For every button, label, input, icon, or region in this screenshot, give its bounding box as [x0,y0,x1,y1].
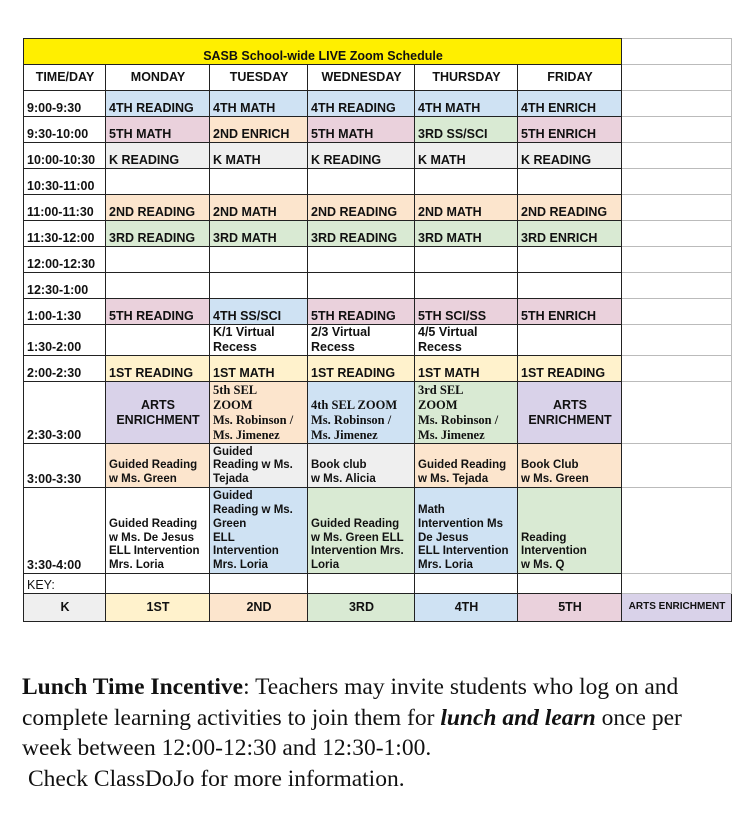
schedule-cell [210,325,308,356]
time-slot: 2:00-2:30 [24,356,106,382]
cell-line: 4TH SS/SCI [213,309,282,323]
schedule-row [24,382,732,444]
schedule-cell [308,325,415,356]
cell-line: 4TH MATH [418,101,481,115]
cell-line: 4TH READING [109,101,194,115]
schedule-cell [210,117,308,143]
cell-line: Green [213,517,247,530]
time-slot: 12:30-1:00 [24,273,106,299]
schedule-row [24,356,732,382]
cell-line: Recess [311,340,355,354]
blank-cell [415,574,518,594]
schedule-cell [210,247,308,273]
note-text-1: : Teachers may invite students who log on and complete learning activities to join them for [22,674,679,731]
blank-cell [622,299,732,325]
schedule-cell [210,299,308,325]
blank-cell [622,574,732,594]
cell-line: 5TH READING [311,309,396,323]
cell-line: 5TH ENRICH [521,127,597,141]
schedule-cell [308,117,415,143]
schedule-row [24,488,732,574]
time-slot: 1:30-2:00 [24,325,106,356]
schedule-cell [415,247,518,273]
schedule-cell [106,444,210,488]
cell-line: 4/5 Virtual [418,325,478,339]
note-text-3: Check ClassDoJo for more information. [28,765,405,792]
schedule-cell [106,488,210,574]
note-emphasis: lunch and learn [440,704,596,731]
cell-line: 2ND READING [521,205,608,219]
cell-line: Intervention Ms [418,517,503,530]
key-item: 5TH [518,594,622,622]
schedule-cell [415,143,518,169]
blank-cell [622,65,732,91]
cell-line: 3RD SS/SCI [418,127,488,141]
cell-line: w Ms. Green ELL [311,531,404,544]
cell-line: Reading [521,531,567,544]
cell-line: 1ST READING [311,366,396,380]
schedule-cell [518,247,622,273]
cell-line: Ms. Jimenez [213,428,280,442]
time-slot: 12:00-12:30 [24,247,106,273]
cell-line: 2ND MATH [213,205,277,219]
schedule-cell [210,488,308,574]
cell-line: 1ST MATH [418,366,480,380]
cell-line: Recess [213,340,257,354]
cell-line: Ms. Jimenez [311,428,378,442]
cell-line: Intervention Mrs. [311,545,404,558]
cell-line: Guided Reading [109,517,198,530]
schedule-cell [415,356,518,382]
note-bold-lead: Lunch Time Incentive [22,674,244,700]
schedule-cell [518,117,622,143]
blank-cell [622,273,732,299]
schedule-cell [415,117,518,143]
time-slot: 11:30-12:00 [24,221,106,247]
schedule-cell [210,143,308,169]
schedule-cell [415,444,518,488]
cell-line: w Ms. Q [521,559,565,572]
key-item: 4TH [415,594,518,622]
schedule-title: SASB School-wide LIVE Zoom Schedule [24,39,622,65]
cell-line: 2ND ENRICH [213,127,290,141]
blank-cell [622,91,732,117]
blank-cell [622,39,732,65]
schedule-row [24,143,732,169]
schedule-cell [106,91,210,117]
schedule-cell [106,143,210,169]
cell-line: w Ms. Green [521,473,589,486]
time-slot: 9:30-10:00 [24,117,106,143]
cell-line: Guided Reading [311,517,400,530]
blank-cell [622,247,732,273]
cell-line: 5th SEL [213,383,258,397]
blank-cell [308,574,415,594]
cell-line: Mrs. Loria [109,559,164,572]
cell-line: 2ND READING [311,205,398,219]
schedule-cell [518,221,622,247]
schedule-cell [106,117,210,143]
blank-cell [622,488,732,574]
cell-line: ELL [213,531,235,544]
cell-line: 3RD ENRICH [521,231,598,245]
schedule-row [24,117,732,143]
schedule-cell [210,195,308,221]
schedule-cell [106,195,210,221]
blank-cell [622,195,732,221]
schedule-cell [518,91,622,117]
schedule-cell [308,195,415,221]
schedule-cell [308,273,415,299]
cell-line: K/1 Virtual [213,325,275,339]
cell-line: Reading w Ms. [213,504,293,517]
schedule-row [24,444,732,488]
column-header: TUESDAY [210,65,308,91]
column-header: FRIDAY [518,65,622,91]
cell-line: ENRICHMENT [116,412,200,427]
key-item: 2ND [210,594,308,622]
cell-line: ZOOM [418,398,458,412]
schedule-cell [210,444,308,488]
cell-line: ENRICHMENT [528,412,612,427]
schedule-wrapper [23,38,732,622]
cell-line: w Ms. Alicia [311,473,376,486]
note-text-2: once per week between 12:00-12:30 and 12:30-1:00. [22,704,682,762]
schedule-cell [415,221,518,247]
schedule-cell [210,273,308,299]
header-row [24,65,732,91]
cell-line: 5TH SCI/SS [418,309,487,323]
column-header: THURSDAY [415,65,518,91]
blank-cell [622,356,732,382]
key-item: ARTS ENRICHMENT [622,594,732,622]
cell-line: 4th SEL ZOOM [311,398,398,412]
schedule-cell [106,169,210,195]
cell-line: 1ST READING [109,366,194,380]
schedule-cell [106,325,210,356]
cell-line: 2/3 Virtual [311,325,371,339]
schedule-cell [415,195,518,221]
schedule-row [24,273,732,299]
schedule-cell [518,444,622,488]
time-slot: 11:00-11:30 [24,195,106,221]
schedule-cell [308,143,415,169]
schedule-row [24,247,732,273]
schedule-cell [210,382,308,444]
schedule-cell [415,273,518,299]
cell-line: 5TH ENRICH [521,309,597,323]
key-item: 1ST [106,594,210,622]
schedule-cell [415,169,518,195]
cell-line: Intervention [521,545,587,558]
schedule-cell [518,143,622,169]
schedule-table [23,38,732,622]
schedule-cell [518,195,622,221]
schedule-row [24,169,732,195]
cell-line: Recess [418,340,462,354]
schedule-row [24,195,732,221]
schedule-cell [106,299,210,325]
blank-cell [622,143,732,169]
cell-line: Mrs. Loria [213,559,268,572]
schedule-cell [106,382,210,444]
schedule-row [24,91,732,117]
cell-line: K READING [311,153,382,167]
cell-line: K READING [521,153,592,167]
cell-line: Tejada [213,473,249,486]
cell-line: 3RD READING [109,231,196,245]
schedule-cell [106,221,210,247]
schedule-cell [518,299,622,325]
blank-cell [622,382,732,444]
cell-line: ZOOM [213,398,253,412]
cell-line: 3rd SEL [418,383,464,397]
schedule-cell [210,91,308,117]
schedule-cell [415,299,518,325]
cell-line: ARTS [140,397,176,412]
schedule-cell [415,488,518,574]
schedule-cell [518,273,622,299]
schedule-cell [210,169,308,195]
blank-cell [622,117,732,143]
column-header: WEDNESDAY [308,65,415,91]
column-header: TIME/DAY [24,65,106,91]
cell-line: ELL Intervention [109,545,200,558]
blank-cell [622,325,732,356]
schedule-cell [308,169,415,195]
key-label-row [24,574,732,594]
cell-line: Mrs. Loria [418,559,473,572]
cell-line: Intervention [213,545,279,558]
cell-line: K MATH [418,153,466,167]
lunch-incentive-note [22,672,727,794]
cell-line: K MATH [213,153,261,167]
time-slot: 10:30-11:00 [24,169,106,195]
schedule-row [24,299,732,325]
cell-line: Loria [311,559,340,572]
blank-cell [622,221,732,247]
cell-line: 5TH READING [109,309,194,323]
cell-line: 5TH MATH [311,127,374,141]
schedule-cell [106,247,210,273]
schedule-cell [415,91,518,117]
key-item: 3RD [308,594,415,622]
cell-line: 4TH READING [311,101,396,115]
cell-line: 2ND READING [109,205,196,219]
cell-line: Guided [213,445,253,458]
schedule-cell [308,444,415,488]
schedule-cell [518,169,622,195]
time-slot: 3:00-3:30 [24,444,106,488]
schedule-cell [106,356,210,382]
cell-line: Guided [213,490,253,503]
schedule-cell [308,221,415,247]
time-slot: 1:00-1:30 [24,299,106,325]
time-slot: 9:00-9:30 [24,91,106,117]
schedule-row [24,221,732,247]
schedule-cell [518,488,622,574]
cell-line: Reading w Ms. [213,459,293,472]
schedule-cell [210,356,308,382]
schedule-cell [518,382,622,444]
cell-line: w Ms. Green [109,473,177,486]
blank-cell [622,444,732,488]
cell-line: 3RD READING [311,231,398,245]
cell-line: Ms. Robinson / [418,413,499,427]
blank-cell [622,169,732,195]
schedule-cell [308,247,415,273]
cell-line: Guided Reading [418,459,507,472]
time-slot: 10:00-10:30 [24,143,106,169]
schedule-row [24,325,732,356]
time-slot: 2:30-3:00 [24,382,106,444]
cell-line: 3RD MATH [213,231,277,245]
key-row [24,594,732,622]
key-label: KEY: [24,574,106,594]
column-header: MONDAY [106,65,210,91]
cell-line: ELL Intervention [418,545,509,558]
cell-line: ARTS [552,397,588,412]
cell-line: 4TH MATH [213,101,276,115]
blank-cell [210,574,308,594]
cell-line: 2ND MATH [418,205,482,219]
cell-line: Book club [311,459,367,472]
cell-line: 1ST MATH [213,366,275,380]
schedule-cell [415,325,518,356]
schedule-cell [308,488,415,574]
cell-line: Math [418,504,445,517]
schedule-cell [518,356,622,382]
schedule-cell [415,382,518,444]
blank-cell [106,574,210,594]
schedule-cell [106,273,210,299]
cell-line: Ms. Jimenez [418,428,485,442]
cell-line: w Ms. De Jesus [109,531,195,544]
cell-line: w Ms. Tejada [418,473,489,486]
cell-line: 5TH MATH [109,127,172,141]
cell-line: Ms. Robinson / [213,413,294,427]
blank-cell [518,574,622,594]
schedule-cell [210,221,308,247]
cell-line: De Jesus [418,531,469,544]
schedule-cell [308,299,415,325]
cell-line: K READING [109,153,180,167]
cell-line: 3RD MATH [418,231,482,245]
cell-line: 4TH ENRICH [521,101,597,115]
time-slot: 3:30-4:00 [24,488,106,574]
schedule-cell [308,356,415,382]
key-item: K [24,594,106,622]
cell-line: Guided Reading [109,459,198,472]
schedule-cell [308,91,415,117]
cell-line: Book Club [521,459,579,472]
schedule-cell [518,325,622,356]
cell-line: Ms. Robinson / [311,413,392,427]
cell-line: 1ST READING [521,366,606,380]
schedule-cell [308,382,415,444]
